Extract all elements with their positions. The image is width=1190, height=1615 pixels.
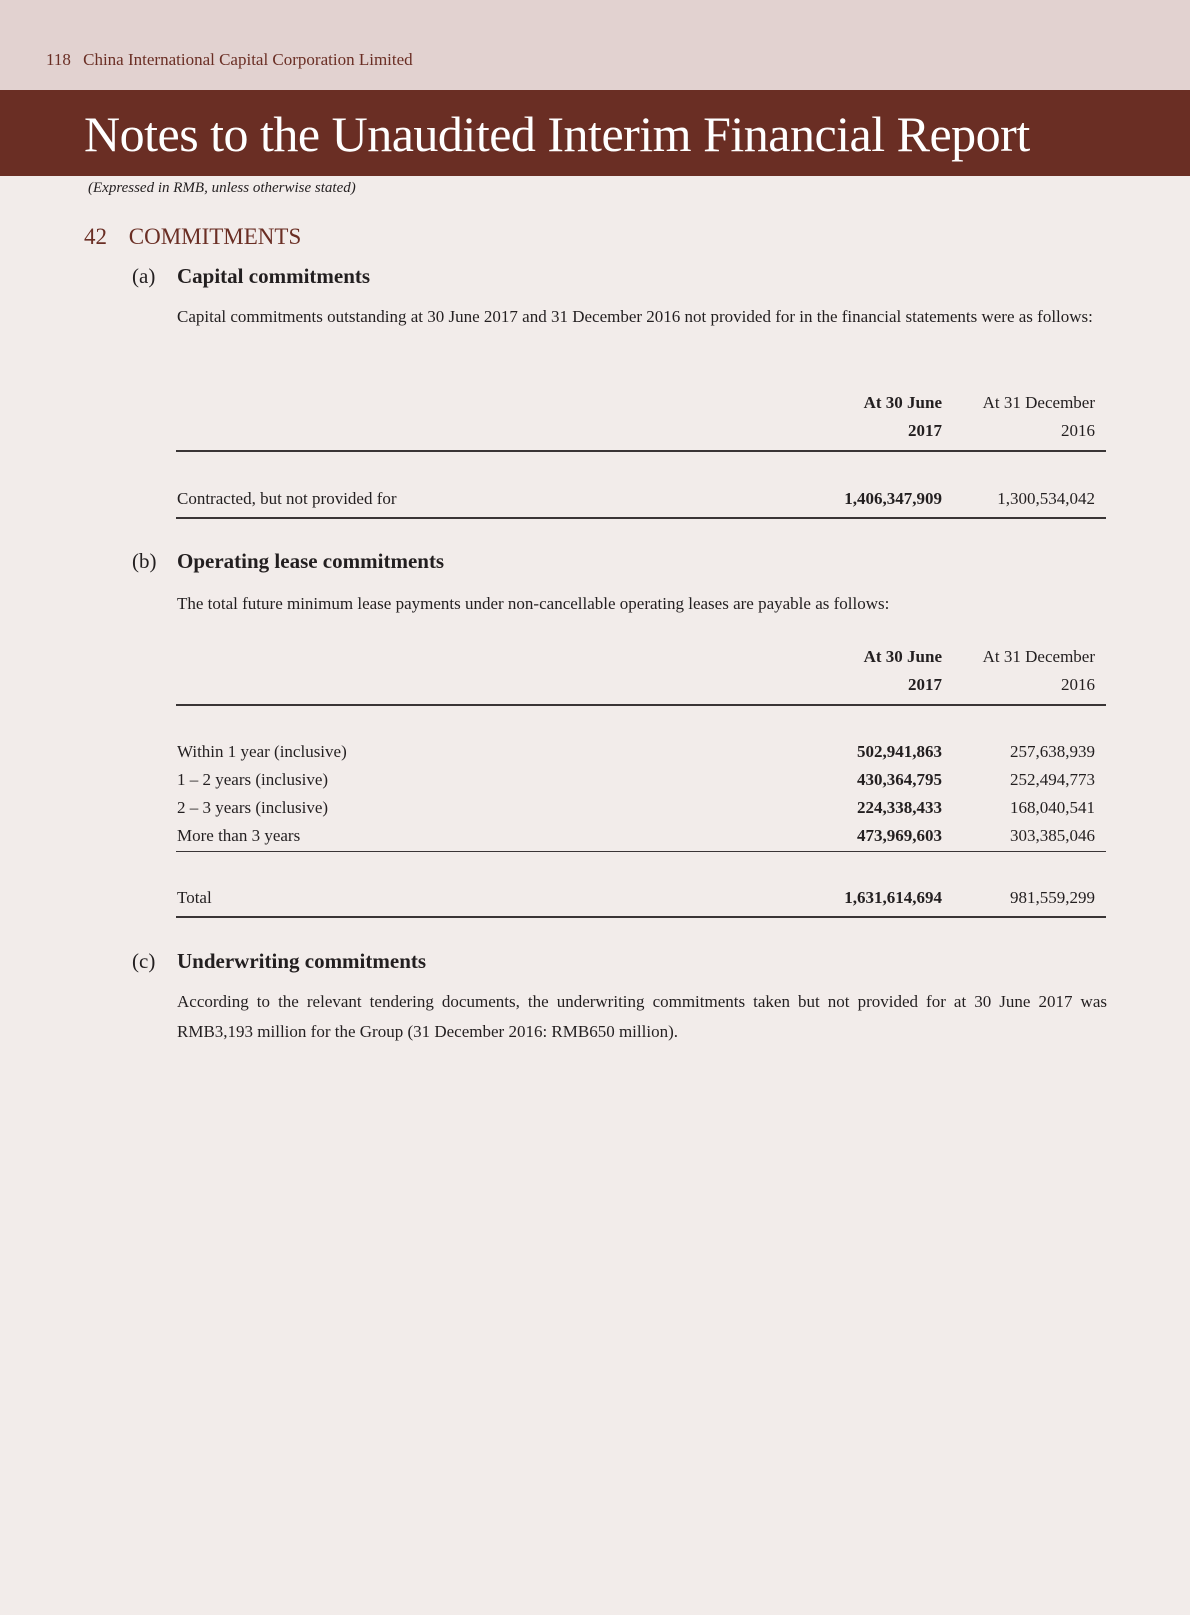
subsection-letter: (c)	[132, 949, 156, 973]
table-row-label: 2 – 3 years (inclusive)	[177, 798, 329, 817]
table-cell-2017: 502,941,863	[857, 742, 942, 761]
lease-col-2016-header	[983, 643, 1095, 699]
capital-col-2016-header	[983, 389, 1095, 445]
table-row-label: Contracted, but not provided for	[177, 489, 397, 508]
capital-commitments-text: Capital commitments outstanding at 30 June 2017 and 31 December 2016 not provided for in the financial statements were as follows:	[177, 307, 1093, 326]
table-rule	[176, 851, 1106, 852]
running-head	[46, 50, 413, 70]
section-number: 42	[84, 224, 107, 249]
table-cell-2016: 252,494,773	[1010, 770, 1095, 789]
table-total-2017: 1,631,614,694	[844, 888, 942, 907]
lease-col-2017-header	[864, 643, 942, 699]
subsection-title: Operating lease commitments	[177, 549, 445, 573]
company-name: China International Capital Corporation Limited	[83, 50, 413, 69]
top-band	[0, 0, 1190, 90]
col-header-line: At 31 December	[982, 647, 1095, 666]
table-rule	[176, 517, 1106, 519]
col-header-line: 2017	[908, 675, 942, 694]
col-header-line: 2017	[908, 421, 942, 440]
col-header-line: At 30 June	[863, 647, 942, 666]
col-header-line: At 31 December	[982, 393, 1095, 412]
operating-lease-heading	[132, 549, 444, 574]
underwriting-text: According to the relevant tendering documents, the underwriting commitments taken but not provided for at 30 June 2017 was RMB3,193 million for the Group (31 December 2016: RMB650 million).	[177, 992, 1107, 1041]
capital-commitments-heading	[132, 264, 370, 289]
table-cell-2017: 224,338,433	[857, 798, 942, 817]
col-header-line: At 30 June	[863, 393, 942, 412]
table-cell-2017: 1,406,347,909	[844, 489, 942, 508]
underwriting-heading	[132, 949, 426, 974]
table-rule	[176, 704, 1106, 706]
page-title: Notes to the Unaudited Interim Financial Report	[84, 106, 1030, 162]
subsection-title: Underwriting commitments	[177, 949, 427, 973]
subtitle: (Expressed in RMB, unless otherwise stated)	[88, 180, 356, 196]
table-row-label: More than 3 years	[177, 826, 301, 845]
table-cell-2016: 303,385,046	[1010, 826, 1095, 845]
table-cell-2016: 257,638,939	[1010, 742, 1095, 761]
table-rule	[176, 450, 1106, 452]
subsection-title: Capital commitments	[177, 264, 371, 288]
section-heading	[84, 224, 301, 250]
capital-col-2017-header	[864, 389, 942, 445]
section-title: COMMITMENTS	[128, 224, 302, 249]
subsection-letter: (a)	[132, 264, 156, 288]
table-total-2016: 981,559,299	[1010, 888, 1095, 907]
table-cell-2017: 430,364,795	[857, 770, 942, 789]
table-rule	[176, 916, 1106, 918]
table-total-label: Total	[177, 888, 212, 907]
table-row-label: 1 – 2 years (inclusive)	[177, 770, 329, 789]
subsection-letter: (b)	[132, 549, 157, 573]
col-header-line: 2016	[1061, 421, 1095, 440]
table-cell-2017: 473,969,603	[857, 826, 942, 845]
table-cell-2016: 168,040,541	[1010, 798, 1095, 817]
table-row-label: Within 1 year (inclusive)	[177, 742, 347, 761]
page-number: 118	[46, 50, 71, 69]
operating-lease-text: The total future minimum lease payments under non-cancellable operating leases are payable as follows:	[177, 594, 890, 613]
table-cell-2016: 1,300,534,042	[997, 489, 1095, 508]
col-header-line: 2016	[1061, 675, 1095, 694]
